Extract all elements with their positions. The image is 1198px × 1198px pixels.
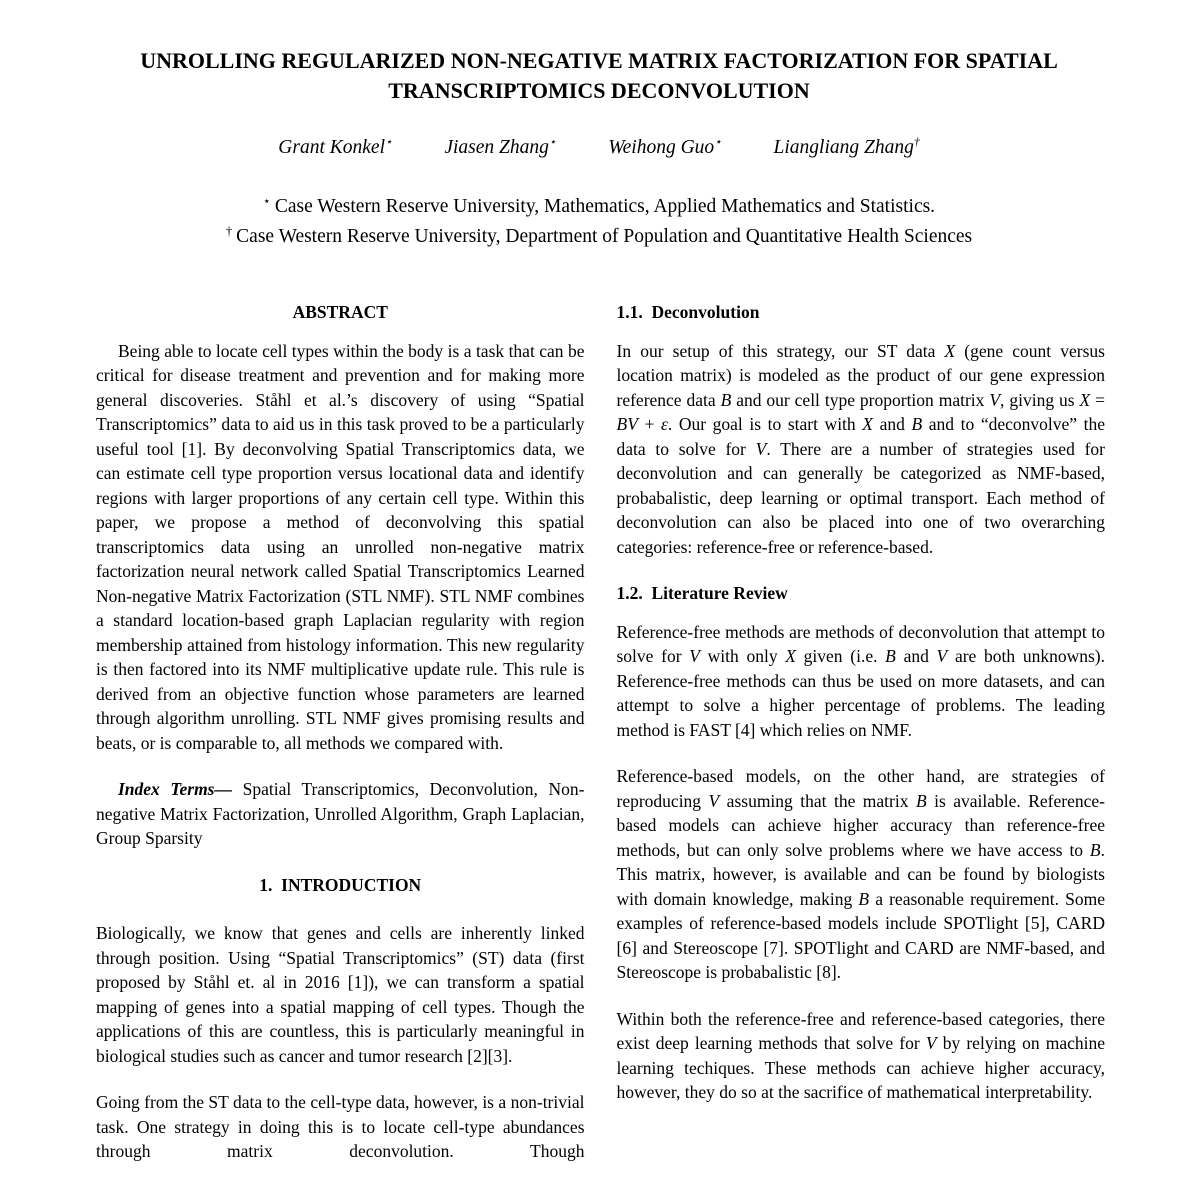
math-variable: V <box>708 790 720 811</box>
text-run: and <box>895 646 937 666</box>
abstract-heading: ABSTRACT <box>292 302 388 322</box>
affiliation-mark: † <box>225 223 233 238</box>
right-column <box>617 300 1106 1186</box>
text-run: . There are a number of strategies used for deconvolution and can generally be categorized as NMF-based, probabalistic, deep learning or optimal transport. Each method of deconvolution can also be placed into one of two overarching categories: reference-free or reference-based. <box>616 438 1105 557</box>
affiliation-line <box>0 192 1198 222</box>
author-name: Weihong Guo <box>608 137 715 158</box>
math-variable: V <box>755 438 767 459</box>
two-column-body <box>0 300 1198 1186</box>
text-run: . This matrix, however, is available and can be found by biologists with domain knowledge, making <box>616 839 1105 909</box>
text-run: Reference-free methods are methods of deconvolution that attempt to solve for <box>616 621 1105 666</box>
text-run: + <box>637 414 661 434</box>
left-column <box>96 300 585 1186</box>
author <box>774 135 920 161</box>
deconvolution-paragraph <box>617 339 1106 560</box>
author-name: Grant Konkel <box>278 137 385 158</box>
author-mark: ⋆ <box>548 135 557 149</box>
text-run: by relying on machine learning techiques. These methods can achieve higher accuracy, however, they do so at the sacrifice of mathematical interpretability. <box>616 1033 1105 1102</box>
math-variable: X <box>862 414 873 434</box>
math-variable: X <box>785 646 796 666</box>
affiliation-block <box>0 192 1198 252</box>
paper-title: UNROLLING REGULARIZED NON-NEGATIVE MATRIX FACTORIZATION FOR SPATIAL TRANSCRIPTOMICS DECONVOLUTION <box>140 48 1058 103</box>
literature-review-heading: 1.2. Literature Review <box>616 583 788 603</box>
text-run: given (i.e. <box>795 646 886 666</box>
text-run: , giving us <box>1000 389 1080 410</box>
author <box>608 135 721 161</box>
math-variable: B <box>858 888 870 909</box>
index-terms-paragraph <box>96 777 585 851</box>
author-mark: † <box>913 135 920 149</box>
text-run: with only <box>699 646 786 666</box>
index-terms-text: Spatial Transcriptomics, Deconvolution, Non-negative Matrix Factorization, Unrolled Algorithm, Graph Laplacian, Group Sparsity <box>96 779 585 848</box>
affiliation-line <box>0 222 1198 252</box>
affiliation-text: Case Western Reserve University, Mathematics, Applied Mathematics and Statistics. <box>274 196 936 217</box>
text-run: Within both the reference-free and reference-based categories, there exist deep learning methods that solve for <box>616 1008 1105 1053</box>
deconvolution-heading: 1.1. Deconvolution <box>616 302 760 322</box>
text-run: are both unknowns). Reference-free methods can thus be used on more datasets, and can attempt to solve a higher percentage of problems. The leading method is FAST [4] which relies on NMF. <box>616 646 1105 740</box>
index-terms-label: Index Terms— <box>118 779 232 799</box>
text-run: In our setup of this strategy, our ST data <box>616 340 945 361</box>
text-run: is available. Reference-based models can achieve higher accuracy than reference-free methods, but can only solve problems where we have access to <box>616 790 1105 860</box>
text-run: Reference-based models, on the other hand, are strategies of reproducing <box>616 766 1105 811</box>
math-variable: ε <box>660 414 668 434</box>
text-run: and <box>872 414 912 434</box>
author-mark: ⋆ <box>385 135 393 149</box>
text-run: . Our goal is to start with <box>667 414 863 434</box>
text-run: (gene count versus location matrix) is modeled as the product of our gene expression reference data <box>616 340 1105 410</box>
author-name: Jiasen Zhang <box>444 137 549 158</box>
math-variable: V <box>936 646 948 666</box>
text-run: and to “deconvolve” the data to solve for <box>616 414 1105 459</box>
math-variable: B <box>720 389 732 410</box>
author <box>278 135 392 161</box>
author <box>444 135 556 161</box>
math-variable: V <box>689 646 700 666</box>
math-variable: BV <box>616 414 638 434</box>
math-variable: X <box>944 340 956 361</box>
math-variable: V <box>925 1033 937 1053</box>
math-variable: B <box>911 414 923 434</box>
author-mark: ⋆ <box>714 135 722 149</box>
literature-review-paragraph-3 <box>617 1007 1106 1105</box>
literature-review-paragraph-1 <box>617 620 1106 743</box>
introduction-heading: 1. INTRODUCTION <box>259 874 422 895</box>
author-name: Liangliang Zhang <box>773 137 914 158</box>
intro-paragraph-1: Biologically, we know that genes and cells are inherently linked through position. Using “Spatial Transcriptomics” (ST) data (first proposed by Ståhl et. al in 2016 [1]), we can transform a spatial mapping of genes into a spatial mapping of cell types. Though the applications of this are countless, this is particularly meaningful in biological studies such as cancer and tumor research [2][3]. <box>96 923 585 1066</box>
author-line <box>0 135 1198 161</box>
affiliation-text: Case Western Reserve University, Department of Population and Quantitative Health Sciences <box>236 226 973 247</box>
math-variable: B <box>1089 839 1101 860</box>
math-variable: B <box>885 646 896 666</box>
text-run: a reasonable requirement. Some examples of reference-based models include SPOTlight [5], CARD [6] and Stereoscope [7]. SPOTlight and CARD are NMF-based, and Stereoscope is probabalistic [8]. <box>616 888 1105 982</box>
text-run: = <box>1090 389 1106 410</box>
math-variable: X <box>1079 389 1091 410</box>
math-variable: V <box>989 389 1001 410</box>
math-variable: B <box>915 790 927 811</box>
affiliation-mark: ⋆ <box>262 193 271 208</box>
abstract-paragraph: Being able to locate cell types within the body is a task that can be critical for disease treatment and prevention and for making more general discoveries. Ståhl et al.’s discovery of using “Spatial Transcriptomics” data to aid us in this task proved to be a particularly useful tool [1]. By deconvolving Spatial Transcriptomics data, we can estimate cell type proportion versus locational data and identify regions with larger proportions of any certain cell type. Within this paper, we propose a method of deconvolving this spatial transcriptomics data using an unrolled non-negative matrix factorization neural network called Spatial Transcriptomics Learned Non-negative Matrix Factorization (STL NMF). STL NMF combines a standard location-based graph Laplacian regularity with region membership attained from histology information. This new regularity is then factored into its NMF multiplicative update rule. This rule is derived from an objective function whose parameters are learned through algorithm unrolling. STL NMF gives promising results and beats, or is comparable to, all methods we compared with. <box>96 340 585 753</box>
text-run: assuming that the matrix <box>719 790 916 811</box>
intro-paragraph-2: Going from the ST data to the cell-type data, however, is a non-trivial task. One strategy in doing this is to locate cell-type abundances through matrix deconvolution. Though <box>96 1092 585 1161</box>
literature-review-paragraph-2 <box>617 764 1106 985</box>
text-run: and our cell type proportion matrix <box>731 389 990 410</box>
